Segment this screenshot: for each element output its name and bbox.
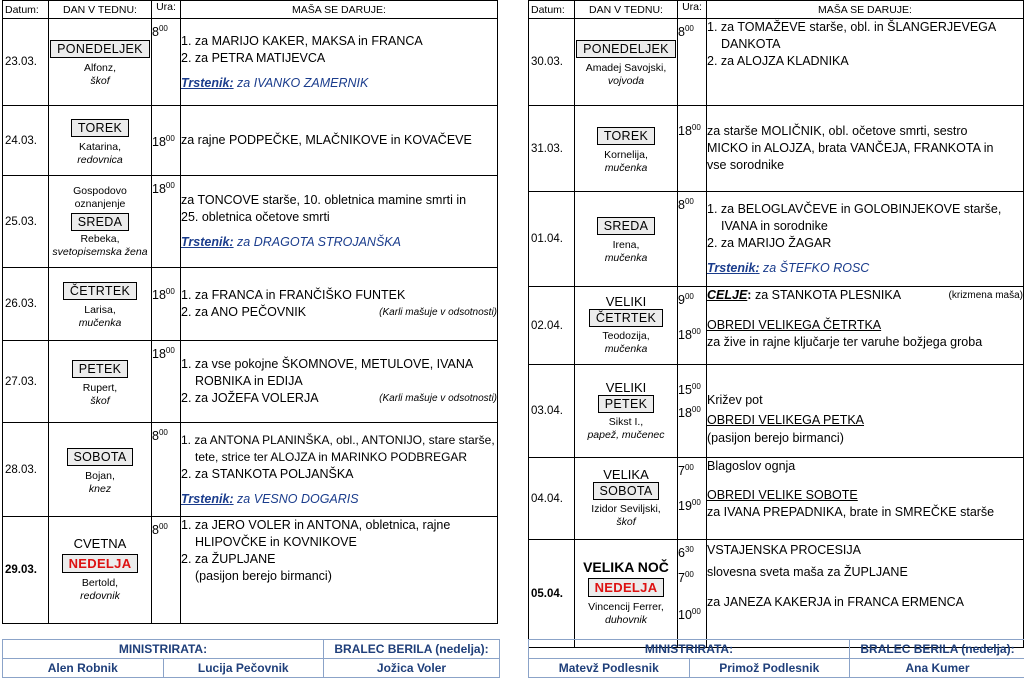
day-label: SREDA bbox=[71, 213, 130, 231]
bralec-label: BRALEC BERILA (nedelja): bbox=[324, 640, 500, 659]
day-label: PONEDELJEK bbox=[576, 40, 676, 58]
table-row: 24.03. TOREK Katarina, redovnica $18^{00}$ za rajne PODPEČKE, MLAČNIKOVE in KOVAČEVE bbox=[3, 106, 498, 176]
header-mass: MAŠA SE DARUJE: bbox=[181, 1, 498, 19]
ministrant-2: Primož Podlesnik bbox=[689, 659, 850, 678]
table-row bbox=[3, 19, 498, 106]
day-label: ČETRTEK bbox=[63, 282, 137, 300]
bralec: Jožica Voler bbox=[324, 659, 500, 678]
table-row: 30.03. PONEDELJEK Amadej Savojski, vojvoda $8^{00}$ 1. za TOMAŽEVE starše, obl. in ŠLANGERJEVEGA DANKOTA 2. za ALOJZA KLADNIKA bbox=[529, 19, 1024, 106]
table-row: 01.04. SREDA Irena, mučenka $8^{00}$ 1. za BELOGLAVČEVE in GOLOBINJEKOVE starše, IVANA in sorodnike 2. za MARIJO ŽAGAR Trstenik: za ŠTEFKO ROSC bbox=[529, 192, 1024, 287]
day-label: PETEK bbox=[598, 395, 655, 413]
day-label: TOREK bbox=[597, 127, 655, 145]
note: (Karli mašuje v odsotnosti) bbox=[379, 307, 497, 318]
table-row: 26.03. ČETRTEK Larisa, mučenka $18^{00}$ 1. za FRANCA in FRANČIŠKO FUNTEK 2. za ANO PEČOVNIK (Karli mašuje v odsotnosti) bbox=[3, 268, 498, 341]
ministr-label: MINISTRIRATA: bbox=[3, 640, 324, 659]
day-label: PETEK bbox=[72, 360, 129, 378]
schedule-table-right bbox=[528, 0, 1024, 648]
trstenik-line: Trstenik: za VESNO DOGARIS bbox=[181, 491, 359, 506]
table-row: 03.04. VELIKI PETEK Sikst I., papež, mučenec $15^{00}$ $18^{00}$ Križev pot OBREDI VELIKEGA PETKA (pasijon berejo birmanci) bbox=[529, 365, 1024, 458]
trstenik-line: Trstenik: za DRAGOTA STROJANŠKA bbox=[181, 235, 401, 249]
ministrant-1: Matevž Podlesnik bbox=[529, 659, 690, 678]
ministrant-2: Lucija Pečovnik bbox=[163, 659, 324, 678]
ministrant-1: Alen Robnik bbox=[3, 659, 164, 678]
day-label: SOBOTA bbox=[67, 448, 134, 466]
header-date: Datum: bbox=[3, 1, 49, 19]
note: (Karli mašuje v odsotnosti) bbox=[379, 393, 497, 404]
day-label: NEDELJA bbox=[62, 554, 139, 573]
table-row: 25.03. Gospodovo oznanjenje SREDA Rebeka, svetopisemska žena $18^{00}$ za TONCOVE starše, 10. obletnica mamine smrti in 25. obletnica očetove smrti Trstenik: za DRAGOTA STROJANŠKA bbox=[3, 176, 498, 268]
day-label: TOREK bbox=[71, 119, 129, 137]
bralec: Ana Kumer bbox=[850, 659, 1024, 678]
table-row: 02.04. VELIKI ČETRTEK Teodozija, mučenka $9^{00}$ $18^{00}$ CELJE: za STANKOTA PLESNIKA (krizmena maša) OBREDI VELIKEGA ČETRTKA za žive in rajne ključarje ter varuhe božjega groba bbox=[529, 287, 1024, 365]
footer-right: MINISTRIRATA: BRALEC BERILA (nedelja): Matevž Podlesnik Primož Podlesnik Ana Kumer bbox=[528, 639, 1024, 678]
mass-line: za rajne PODPEČKE, MLAČNIKOVE in KOVAČEVE bbox=[181, 133, 472, 147]
table-row: 27.03. PETEK Rupert, škof $18^{00}$ 1. za vse pokojne ŠKOMNOVE, METULOVE, IVANA ROBNIKA in EDIJA 2. za JOŽEFA VOLERJA (Karli mašuje v odsotnosti) bbox=[3, 341, 498, 423]
header-row bbox=[3, 1, 498, 19]
schedule-table-left bbox=[2, 0, 498, 624]
table-row: 31.03. TOREK Kornelija, mučenka $18^{00}$ za starše MOLIČNIK, obl. očetove smrti, sestro MICKO in ALOJZA, brata VANČEJA, FRANKOTA in vse sorodnike bbox=[529, 106, 1024, 192]
left-schedule bbox=[2, 0, 498, 624]
table-row: 28.03. SOBOTA Bojan, knez $8^{00}$ 1. za ANTONA PLANINŠKA, obl., ANTONIJO, stare starše, tete, strice ter ALOJZA in MARINKO PODBREGAR 2. za STANKOTA POLJANŠKA Trstenik: za VESNO DOGARIS bbox=[3, 423, 498, 517]
day-label: ČETRTEK bbox=[589, 309, 663, 327]
time: $8^{00}$ bbox=[152, 24, 168, 39]
header-day: DAN V TEDNU: bbox=[49, 1, 152, 19]
day-label: NEDELJA bbox=[588, 578, 665, 597]
trstenik-line: Trstenik: za ŠTEFKO ROSC bbox=[707, 261, 870, 275]
table-row: 29.03. CVETNA NEDELJA Bertold, redovnik $8^{00}$ 1. za JERO VOLER in ANTONA, obletnica, rajne HLIPOVČKE in KOVNIKOVE 2. za ŽUPLJANE (pasijon berejo birmanci) bbox=[3, 517, 498, 624]
row-date: 23.03. bbox=[3, 19, 49, 106]
day-label: SREDA bbox=[597, 217, 656, 235]
day-label: PONEDELJEK bbox=[50, 40, 150, 58]
header-time: Ura: bbox=[152, 1, 181, 19]
footer-left bbox=[2, 639, 500, 678]
saint-name: Alfonz, bbox=[83, 62, 117, 74]
day-label: SOBOTA bbox=[593, 482, 660, 500]
trstenik-line: Trstenik: za IVANKO ZAMERNIK bbox=[181, 75, 369, 90]
row-date: 24.03. bbox=[3, 106, 49, 176]
right-schedule bbox=[528, 0, 1024, 648]
mass-line: 2. za PETRA MATIJEVCA bbox=[181, 50, 326, 65]
header-row: Datum: DAN V TEDNU: Ura: MAŠA SE DARUJE: bbox=[529, 1, 1024, 19]
table-row: 04.04. VELIKA SOBOTA Izidor Seviljski, škof $7^{00}$ $19^{00}$ Blagoslov ognja OBREDI VELIKE SOBOTE za IVANA PREPADNIKA, brate in SMREČKE starše bbox=[529, 458, 1024, 540]
saint-title: škof bbox=[90, 75, 110, 87]
table-row: 05.04. VELIKA NOČ NEDELJA Vincencij Ferrer, duhovnik $6^{30}$ $7^{00}$ $10^{00}$ VSTAJENSKA PROCESIJA slovesna sveta maša za ŽUPLJANE za JANEZA KAKERJA in FRANCA ERMENCA bbox=[529, 540, 1024, 648]
mass-line: 1. za MARIJO KAKER, MAKSA in FRANCA bbox=[181, 33, 423, 48]
